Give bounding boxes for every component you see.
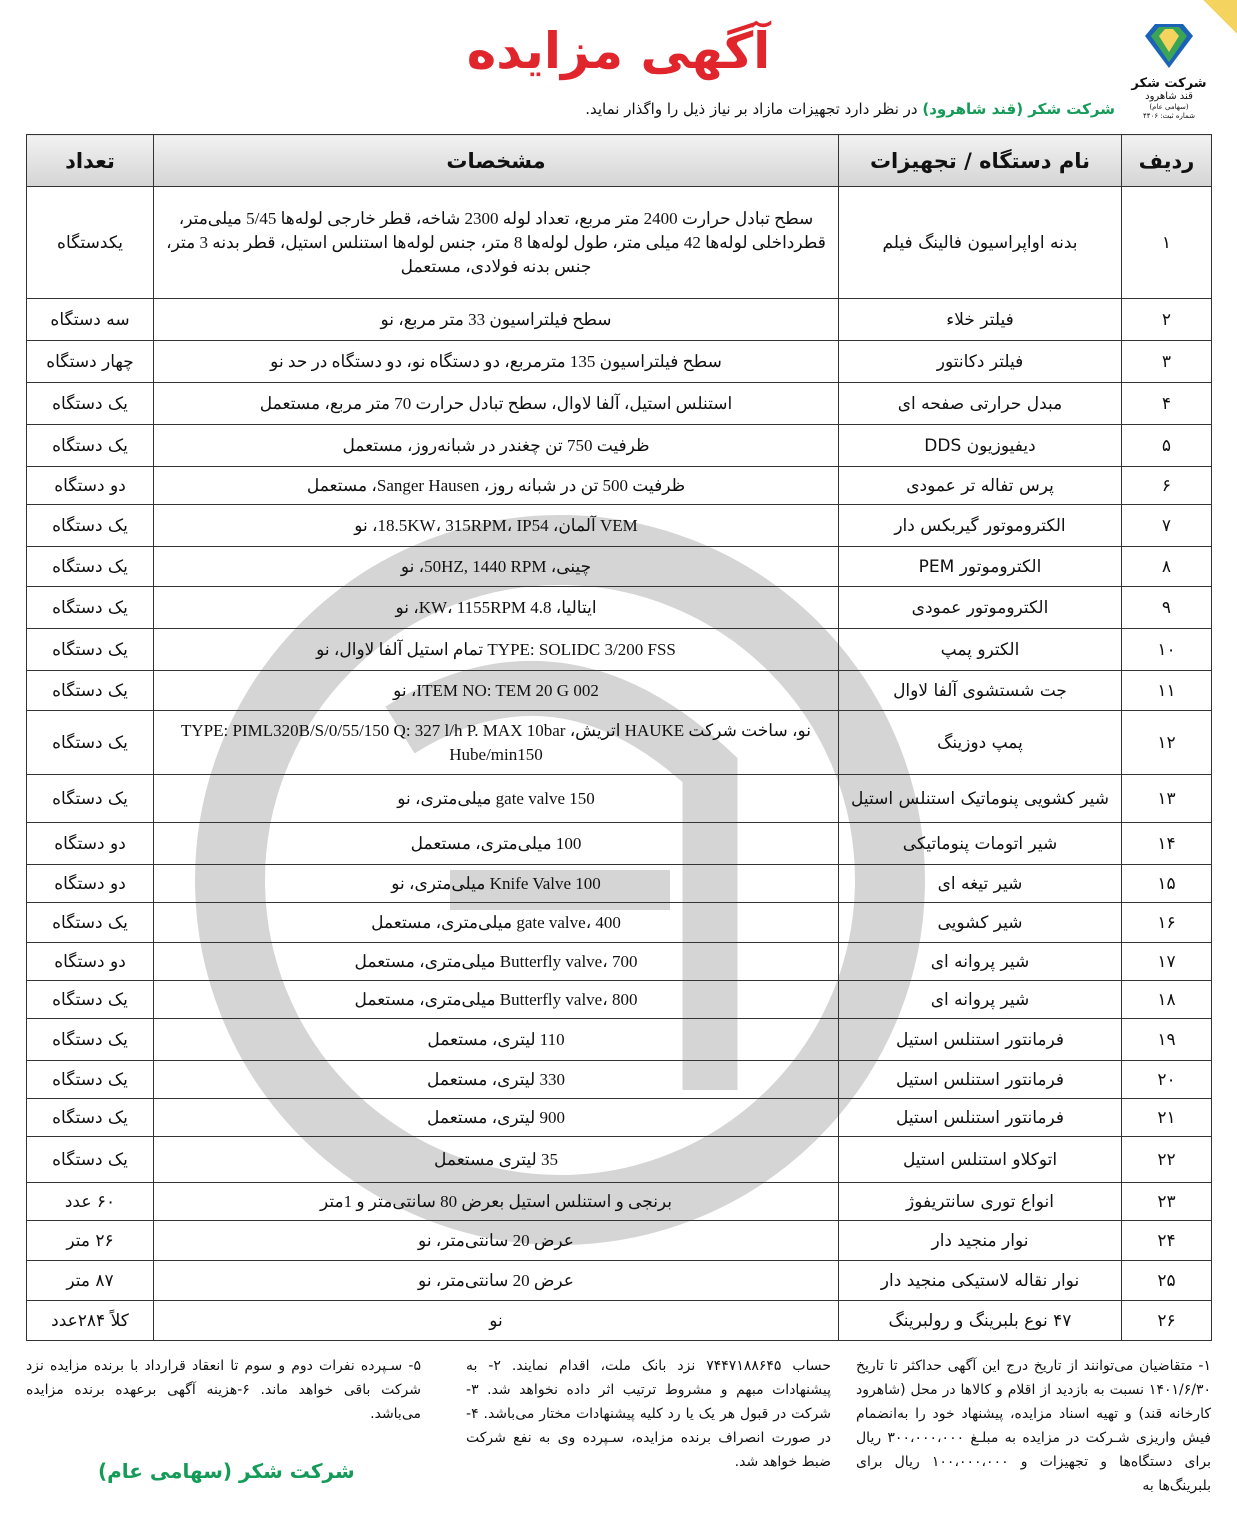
table-row — [27, 1183, 1212, 1221]
specification-cell: سطح تبادل حرارت 2400 متر مربع، تعداد لوله 2300 شاخه، قطر خارجی لوله‌ها 5/45 میلی‌متر، قطرداخلی لوله‌ها 42 میلی متر، طول لوله‌ها 8 متر، جنس لوله‌ها استنلس استیل، قطر بدنه 3 متر، جنس بدنه فولادی، مستعمل — [154, 187, 839, 299]
quantity-cell: دو دستگاه — [27, 943, 154, 981]
equipment-name-cell: الکتروموتور عمودی — [839, 587, 1122, 629]
equipment-name-cell: شیر کشویی — [839, 903, 1122, 943]
quantity-cell: یک دستگاه — [27, 425, 154, 467]
equipment-name-cell: دیفیوزیون DDS — [839, 425, 1122, 467]
equipment-name-cell: شیر اتومات پنوماتیکی — [839, 823, 1122, 865]
row-number-cell: ۸ — [1122, 547, 1212, 587]
logo-type: (سهامی عام) — [1149, 103, 1189, 111]
row-number-cell: ۲۲ — [1122, 1137, 1212, 1183]
quantity-cell: یک دستگاه — [27, 1019, 154, 1061]
table-row — [27, 187, 1212, 299]
equipment-name-cell: پرس تفاله تر عمودی — [839, 467, 1122, 505]
row-number-cell: ۲۰ — [1122, 1061, 1212, 1099]
quantity-cell: یک دستگاه — [27, 671, 154, 711]
table-row — [27, 547, 1212, 587]
specification-cell: TYPE: SOLIDC 3/200 FSS تمام استیل آلفا لاوال، نو — [154, 629, 839, 671]
specification-cell: سطح فیلتراسیون 135 مترمربع، دو دستگاه نو، دو دستگاه در حد نو — [154, 341, 839, 383]
equipment-name-cell: پمپ دوزینگ — [839, 711, 1122, 775]
quantity-cell: دو دستگاه — [27, 467, 154, 505]
quantity-cell: ۸۷ متر — [27, 1261, 154, 1301]
quantity-cell: ۲۶ متر — [27, 1221, 154, 1261]
row-number-cell: ۲ — [1122, 299, 1212, 341]
table-header-row — [27, 135, 1212, 187]
equipment-name-cell: شیر تیغه ای — [839, 865, 1122, 903]
row-number-cell: ۲۵ — [1122, 1261, 1212, 1301]
specification-cell: ITEM NO: TEM 20 G 002، نو — [154, 671, 839, 711]
quantity-cell: یک دستگاه — [27, 1061, 154, 1099]
row-number-cell: ۲۶ — [1122, 1301, 1212, 1341]
quantity-cell: یک دستگاه — [27, 505, 154, 547]
specification-cell: عرض 20 سانتی‌متر، نو — [154, 1261, 839, 1301]
row-number-cell: ۲۳ — [1122, 1183, 1212, 1221]
row-number-cell: ۱۱ — [1122, 671, 1212, 711]
row-number-cell: ۱۲ — [1122, 711, 1212, 775]
specification-cell: 900 لیتری، مستعمل — [154, 1099, 839, 1137]
specification-cell: 330 لیتری، مستعمل — [154, 1061, 839, 1099]
table-row — [27, 467, 1212, 505]
specification-cell: نو — [154, 1301, 839, 1341]
row-number-cell: ۱۵ — [1122, 865, 1212, 903]
row-number-cell: ۱۴ — [1122, 823, 1212, 865]
signature: شرکت شکر (سهامی عام) — [98, 1459, 355, 1483]
row-number-cell: ۱۰ — [1122, 629, 1212, 671]
quantity-cell: یک دستگاه — [27, 1137, 154, 1183]
quantity-cell: دو دستگاه — [27, 865, 154, 903]
specification-cell: ظرفیت 500 تن در شبانه روز، Sanger Hausen، مستعمل — [154, 467, 839, 505]
row-number-cell: ۵ — [1122, 425, 1212, 467]
table-row — [27, 425, 1212, 467]
equipment-name-cell: اتوکلاو استنلس استیل — [839, 1137, 1122, 1183]
row-number-cell: ۱۷ — [1122, 943, 1212, 981]
specification-cell: ایتالیا، 4.8 KW، 1155RPM، نو — [154, 587, 839, 629]
quantity-cell: یک دستگاه — [27, 547, 154, 587]
equipment-name-cell: فیلتر خلاء — [839, 299, 1122, 341]
table-row — [27, 587, 1212, 629]
table-row — [27, 1221, 1212, 1261]
equipment-name-cell: الکتروموتور گیربکس دار — [839, 505, 1122, 547]
intro-text: در نظر دارد تجهیزات مازاد بر نیاز ذیل را واگذار نماید. — [585, 100, 918, 118]
equipment-name-cell: شیر کشویی پنوماتیک استنلس استیل — [839, 775, 1122, 823]
specification-cell: Butterfly valve، 800 میلی‌متری، مستعمل — [154, 981, 839, 1019]
specification-cell: چینی، 50HZ, 1440 RPM، نو — [154, 547, 839, 587]
specification-cell: استنلس استیل، آلفا لاوال، سطح تبادل حرارت 70 متر مربع، مستعمل — [154, 383, 839, 425]
table-body — [27, 187, 1212, 1341]
logo-name: شرکت شکر — [1131, 76, 1207, 91]
specification-cell: VEM آلمان، 18.5KW، 315RPM، IP54، نو — [154, 505, 839, 547]
table-row — [27, 943, 1212, 981]
quantity-cell: یک دستگاه — [27, 1099, 154, 1137]
quantity-cell: یک دستگاه — [27, 711, 154, 775]
row-number-cell: ۱۸ — [1122, 981, 1212, 1019]
conditions-notes — [26, 1354, 1211, 1524]
row-number-cell: ۱۹ — [1122, 1019, 1212, 1061]
row-number-cell: ۲۴ — [1122, 1221, 1212, 1261]
table-row — [27, 505, 1212, 547]
quantity-cell: ۶۰ عدد — [27, 1183, 154, 1221]
intro-company: شرکت شکر (قند شاهرود) — [922, 100, 1115, 118]
quantity-cell: یک دستگاه — [27, 775, 154, 823]
header-specifications: مشخصات — [154, 135, 839, 187]
row-number-cell: ۱ — [1122, 187, 1212, 299]
specification-cell: 150 gate valve میلی‌متری، نو — [154, 775, 839, 823]
equipment-name-cell: فیلتر دکانتور — [839, 341, 1122, 383]
header-equipment-name: نام دستگاه / تجهیزات — [839, 135, 1122, 187]
specification-cell: عرض 20 سانتی‌متر، نو — [154, 1221, 839, 1261]
table-row — [27, 775, 1212, 823]
quantity-cell: سه دستگاه — [27, 299, 154, 341]
equipment-name-cell: بدنه اواپراسیون فالینگ فیلم — [839, 187, 1122, 299]
row-number-cell: ۴ — [1122, 383, 1212, 425]
row-number-cell: ۱۶ — [1122, 903, 1212, 943]
table-row — [27, 1261, 1212, 1301]
quantity-cell: کلاً ۲۸۴عدد — [27, 1301, 154, 1341]
table-row — [27, 383, 1212, 425]
specification-cell: برنجی و استنلس استیل بعرض 80 سانتی‌متر و 1متر — [154, 1183, 839, 1221]
specification-cell: 110 لیتری، مستعمل — [154, 1019, 839, 1061]
note-column-left: ۵- سـپرده نفرات دوم و سوم تا انعقاد قرارداد با برنده مزایده نزد شرکت باقی خواهد ماند. ۶-هزینه آگهی برعهده برنده مزایده می‌باشد. — [26, 1358, 421, 1422]
specification-cell: Butterfly valve، 700 میلی‌متری، مستعمل — [154, 943, 839, 981]
table-row — [27, 629, 1212, 671]
equipment-name-cell: فرمانتور استنلس استیل — [839, 1099, 1122, 1137]
table-row — [27, 341, 1212, 383]
equipment-name-cell: مبدل حرارتی صفحه ای — [839, 383, 1122, 425]
equipment-name-cell: نوار نقاله لاستیکی منجید دار — [839, 1261, 1122, 1301]
equipment-name-cell: فرمانتور استنلس استیل — [839, 1061, 1122, 1099]
row-number-cell: ۲۱ — [1122, 1099, 1212, 1137]
specification-cell: 100 میلی‌متری، مستعمل — [154, 823, 839, 865]
intro-line — [585, 100, 1115, 118]
quantity-cell: یک دستگاه — [27, 903, 154, 943]
specification-cell: gate valve، 400 میلی‌متری، مستعمل — [154, 903, 839, 943]
table-row — [27, 1137, 1212, 1183]
quantity-cell: یک دستگاه — [27, 383, 154, 425]
quantity-cell: یکدستگاه — [27, 187, 154, 299]
equipment-name-cell: نوار منجید دار — [839, 1221, 1122, 1261]
logo-subtitle: قند شاهرود — [1145, 91, 1193, 102]
table-row — [27, 1301, 1212, 1341]
header-row-number: ردیف — [1122, 135, 1212, 187]
quantity-cell: یک دستگاه — [27, 587, 154, 629]
equipment-name-cell: شیر پروانه ای — [839, 981, 1122, 1019]
specification-cell: 35 لیتری مستعمل — [154, 1137, 839, 1183]
equipment-name-cell: الکترو پمپ — [839, 629, 1122, 671]
row-number-cell: ۹ — [1122, 587, 1212, 629]
equipment-name-cell: الکتروموتور PEM — [839, 547, 1122, 587]
equipment-name-cell: فرمانتور استنلس استیل — [839, 1019, 1122, 1061]
row-number-cell: ۱۳ — [1122, 775, 1212, 823]
row-number-cell: ۶ — [1122, 467, 1212, 505]
specification-cell: سطح فیلتراسیون 33 متر مربع، نو — [154, 299, 839, 341]
quantity-cell: یک دستگاه — [27, 629, 154, 671]
quantity-cell: چهار دستگاه — [27, 341, 154, 383]
equipment-name-cell: شیر پروانه ای — [839, 943, 1122, 981]
table-row — [27, 1099, 1212, 1137]
equipment-name-cell: ۴۷ نوع بلبرینگ و رولبرینگ — [839, 1301, 1122, 1341]
table-row — [27, 981, 1212, 1019]
table-row — [27, 671, 1212, 711]
specification-cell: 100 Knife Valve میلی‌متری، نو — [154, 865, 839, 903]
equipment-name-cell: جت شستشوی آلفا لاوال — [839, 671, 1122, 711]
header-quantity: تعداد — [27, 135, 154, 187]
logo-registration: شماره ثبت: ۴۴۰۶ — [1143, 112, 1195, 120]
equipment-name-cell: انواع توری سانتریفوژ — [839, 1183, 1122, 1221]
row-number-cell: ۷ — [1122, 505, 1212, 547]
quantity-cell: دو دستگاه — [27, 823, 154, 865]
note-column-right: ۱- متقاضیان می‌توانند از تاریخ درج این آگهی حداکثر تا تاریخ ۱۴۰۱/۶/۳۰ نسبت به بازدید از اقلام و کالاها در محل (شاهرود کارخانه قند) و تهیه اسناد مزایده، پیشنهاد خود را به‌انضمام فیش واریزی شـرکت در مزایده به مبلـغ ۳۰۰،۰۰۰،۰۰۰ ریال برای دستگاه‌ها و تجهیزات و ۱۰۰،۰۰۰،۰۰۰ ریال برای بلبرینگ‌ها به — [856, 1358, 1211, 1494]
row-number-cell: ۳ — [1122, 341, 1212, 383]
table-row — [27, 823, 1212, 865]
table-row — [27, 711, 1212, 775]
page-title: آگهی مزایده — [466, 22, 771, 80]
equipment-table — [26, 134, 1212, 1341]
table-row — [27, 865, 1212, 903]
table-row — [27, 903, 1212, 943]
quantity-cell: یک دستگاه — [27, 981, 154, 1019]
table-row — [27, 1019, 1212, 1061]
table-row — [27, 299, 1212, 341]
note-column-middle: حساب ۷۴۴۷۱۸۸۶۴۵ نزد بانک ملت، اقدام نمایند. ۲- به پیشنهادات مبهم و مشروط ترتیب اثر داده نخواهد شد. ۳- شرکت در قبول هر یک یا رد کلیه پیشنهادات مختار می‌باشد. ۴- در صورت انصراف برنده مزایده، سـپرده وی به نفع شرکت ضبط خواهد شد. — [466, 1358, 831, 1470]
table-row — [27, 1061, 1212, 1099]
specification-cell: نو، ساخت شرکت HAUKE اتریش، TYPE: PIML320B/S/0/55/150 Q: 327 l/h P. MAX 10bar Hube/min150 — [154, 711, 839, 775]
specification-cell: ظرفیت 750 تن چغندر در شبانه‌روز، مستعمل — [154, 425, 839, 467]
